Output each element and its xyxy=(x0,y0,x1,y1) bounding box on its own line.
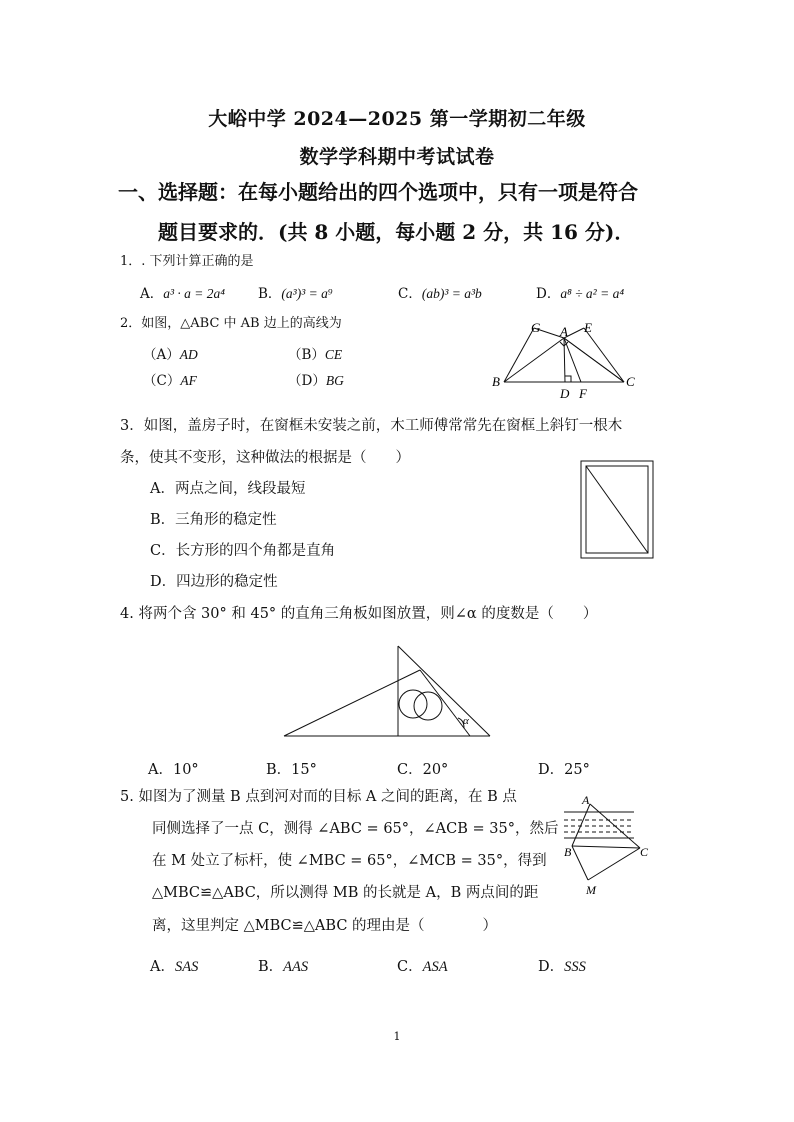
q3-stem-line1: 3．如图，盖房子时，在窗框未安装之前，木工师傅常常先在窗框上斜钉一根木 xyxy=(120,418,623,434)
q4-option-d: D．25° xyxy=(538,762,590,778)
q2-label-d: D xyxy=(560,386,570,401)
section-heading-line1: 一、选择题：在每小题给出的四个选项中，只有一项是符合 xyxy=(118,180,638,204)
q2-triangle-figure xyxy=(488,318,638,402)
exam-title-line2: 数学学科期中考试试卷 xyxy=(299,146,495,168)
q3-window-frame-figure xyxy=(580,460,654,560)
q4-set-squares-figure xyxy=(280,640,496,740)
q2-label-f: F xyxy=(579,386,587,401)
q5-label-b: B xyxy=(564,845,572,859)
q5-label-a: A xyxy=(582,793,590,807)
q4-option-b: B．15° xyxy=(266,762,317,778)
q5-option-b: B．AAS xyxy=(258,959,309,975)
q1-stem: 1．. 下列计算正确的是 xyxy=(120,254,254,269)
exam-title-line1: 大峪中学 2024—2025 第一学期初二年级 xyxy=(208,108,586,130)
q2-option-b: （B）CE xyxy=(288,347,343,363)
q1-option-c: C．(ab)³ = a³b xyxy=(398,286,482,302)
q4-stem: 4. 将两个含 30° 和 45° 的直角三角板如图放置，则∠α 的度数是（ ） xyxy=(120,606,598,622)
q5-line1: 5. 如图为了测量 B 点到河对而的目标 A 之间的距离，在 B 点 xyxy=(120,789,517,805)
q3-option-a: A．两点之间，线段最短 xyxy=(150,481,306,497)
q5-line2: 同侧选择了一点 C，测得 ∠ABC = 65°，∠ACB = 35°，然后 xyxy=(152,821,559,837)
q3-option-c: C．长方形的四个角都是直角 xyxy=(150,543,336,559)
q5-label-m: M xyxy=(586,883,596,897)
q2-label-e: E xyxy=(584,320,592,335)
q1-option-d: D．a⁸ ÷ a² = a⁴ xyxy=(536,286,625,302)
q5-line4: △MBC≌△ABC，所以测得 MB 的长就是 A，B 两点间的距 xyxy=(152,885,539,901)
q5-option-c: C．ASA xyxy=(397,959,448,975)
q1-option-a: A．a³ · a = 2a⁴ xyxy=(140,286,225,302)
q5-label-c: C xyxy=(640,845,649,859)
q3-stem-line2: 条，使其不变形，这种做法的根据是（ ） xyxy=(120,450,410,466)
q3-option-b: B．三角形的稳定性 xyxy=(150,512,277,528)
q2-label-a: A xyxy=(560,324,568,339)
q5-line5: 离，这里判定 △MBC≌△ABC 的理由是（ ） xyxy=(152,918,498,934)
q2-label-g: G xyxy=(531,320,541,335)
q5-option-a: A．SAS xyxy=(150,959,199,975)
q4-option-c: C．20° xyxy=(397,762,449,778)
q4-label-alpha: α xyxy=(463,715,469,727)
q2-stem: 2．如图，△ABC 中 AB 边上的高线为 xyxy=(120,316,342,331)
section-heading-line2: 题目要求的．(共 8 小题，每小题 2 分，共 16 分)． xyxy=(158,220,635,244)
q5-river-figure xyxy=(560,792,660,898)
page-number: 1 xyxy=(393,1030,401,1043)
q5-line3: 在 M 处立了标杆，使 ∠MBC = 65°，∠MCB = 35°，得到 xyxy=(152,853,547,869)
q5-option-d: D．SSS xyxy=(538,959,586,975)
q2-label-b: B xyxy=(492,374,500,389)
q2-option-d: （D）BG xyxy=(288,373,344,389)
q3-option-d: D．四边形的稳定性 xyxy=(150,574,278,590)
q2-option-c: （C）AF xyxy=(143,373,197,389)
q1-option-b: B．(a³)³ = a⁹ xyxy=(258,286,333,302)
q4-option-a: A．10° xyxy=(148,762,199,778)
q2-option-a: （A）AD xyxy=(143,347,198,363)
q2-label-c: C xyxy=(626,374,635,389)
